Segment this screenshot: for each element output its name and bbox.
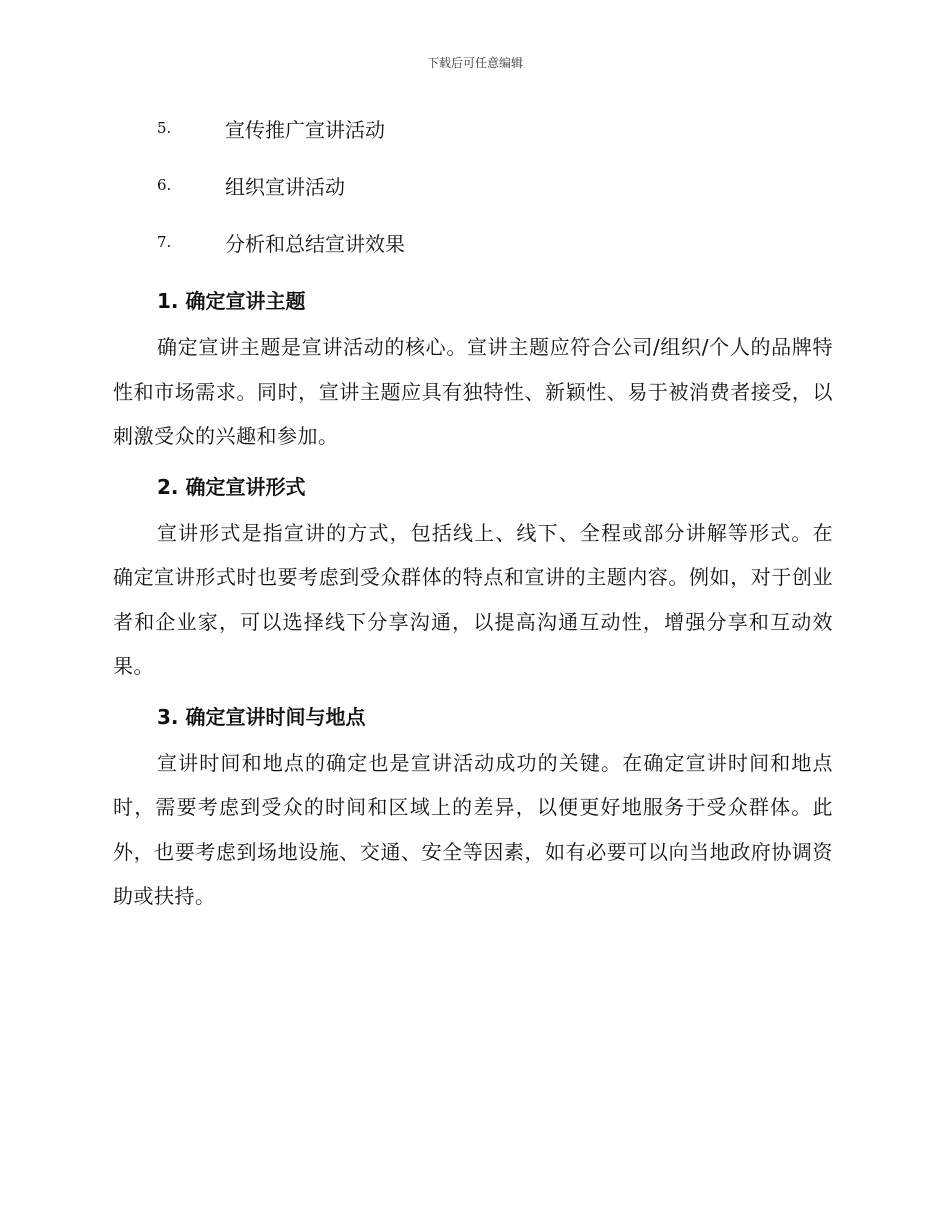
list-text: 分析和总结宣讲效果 xyxy=(225,231,405,256)
document-body xyxy=(113,110,833,927)
section-paragraph: 宣讲形式是指宣讲的方式，包括线上、线下、全程或部分讲解等形式。在确定宣讲形式时也要考虑到受众群体的特点和宣讲的主题内容。例如，对于创业者和企业家，可以选择线下分享沟通，以提高沟通互动性，增强分享和互动效果。 xyxy=(113,520,833,678)
section-heading: 3. 确定宣讲时间与地点 xyxy=(157,704,366,729)
list-number: 5. xyxy=(157,119,172,137)
list-item xyxy=(113,110,833,146)
list-item xyxy=(113,167,833,203)
list-number: 7. xyxy=(157,233,172,251)
list-number: 6. xyxy=(157,176,172,194)
list-text: 宣传推广宣讲活动 xyxy=(225,117,385,142)
section-paragraph: 宣讲时间和地点的确定也是宣讲活动成功的关键。在确定宣讲时间和地点时，需要考虑到受众的时间和区域上的差异，以便更好地服务于受众群体。此外，也要考虑到场地设施、交通、安全等因素，如有必要可以向当地政府协调资助或扶持。 xyxy=(113,750,833,908)
section-paragraph: 确定宣讲主题是宣讲活动的核心。宣讲主题应符合公司/组织/个人的品牌特性和市场需求。同时，宣讲主题应具有独特性、新颖性、易于被消费者接受，以刺激受众的兴趣和参加。 xyxy=(113,335,833,448)
page-header: 下载后可任意编辑 xyxy=(426,56,523,70)
section-heading: 1. 确定宣讲主题 xyxy=(157,289,306,313)
list-item xyxy=(113,224,833,260)
section-heading: 2. 确定宣讲形式 xyxy=(157,474,306,499)
list-text: 组织宣讲活动 xyxy=(225,174,345,199)
